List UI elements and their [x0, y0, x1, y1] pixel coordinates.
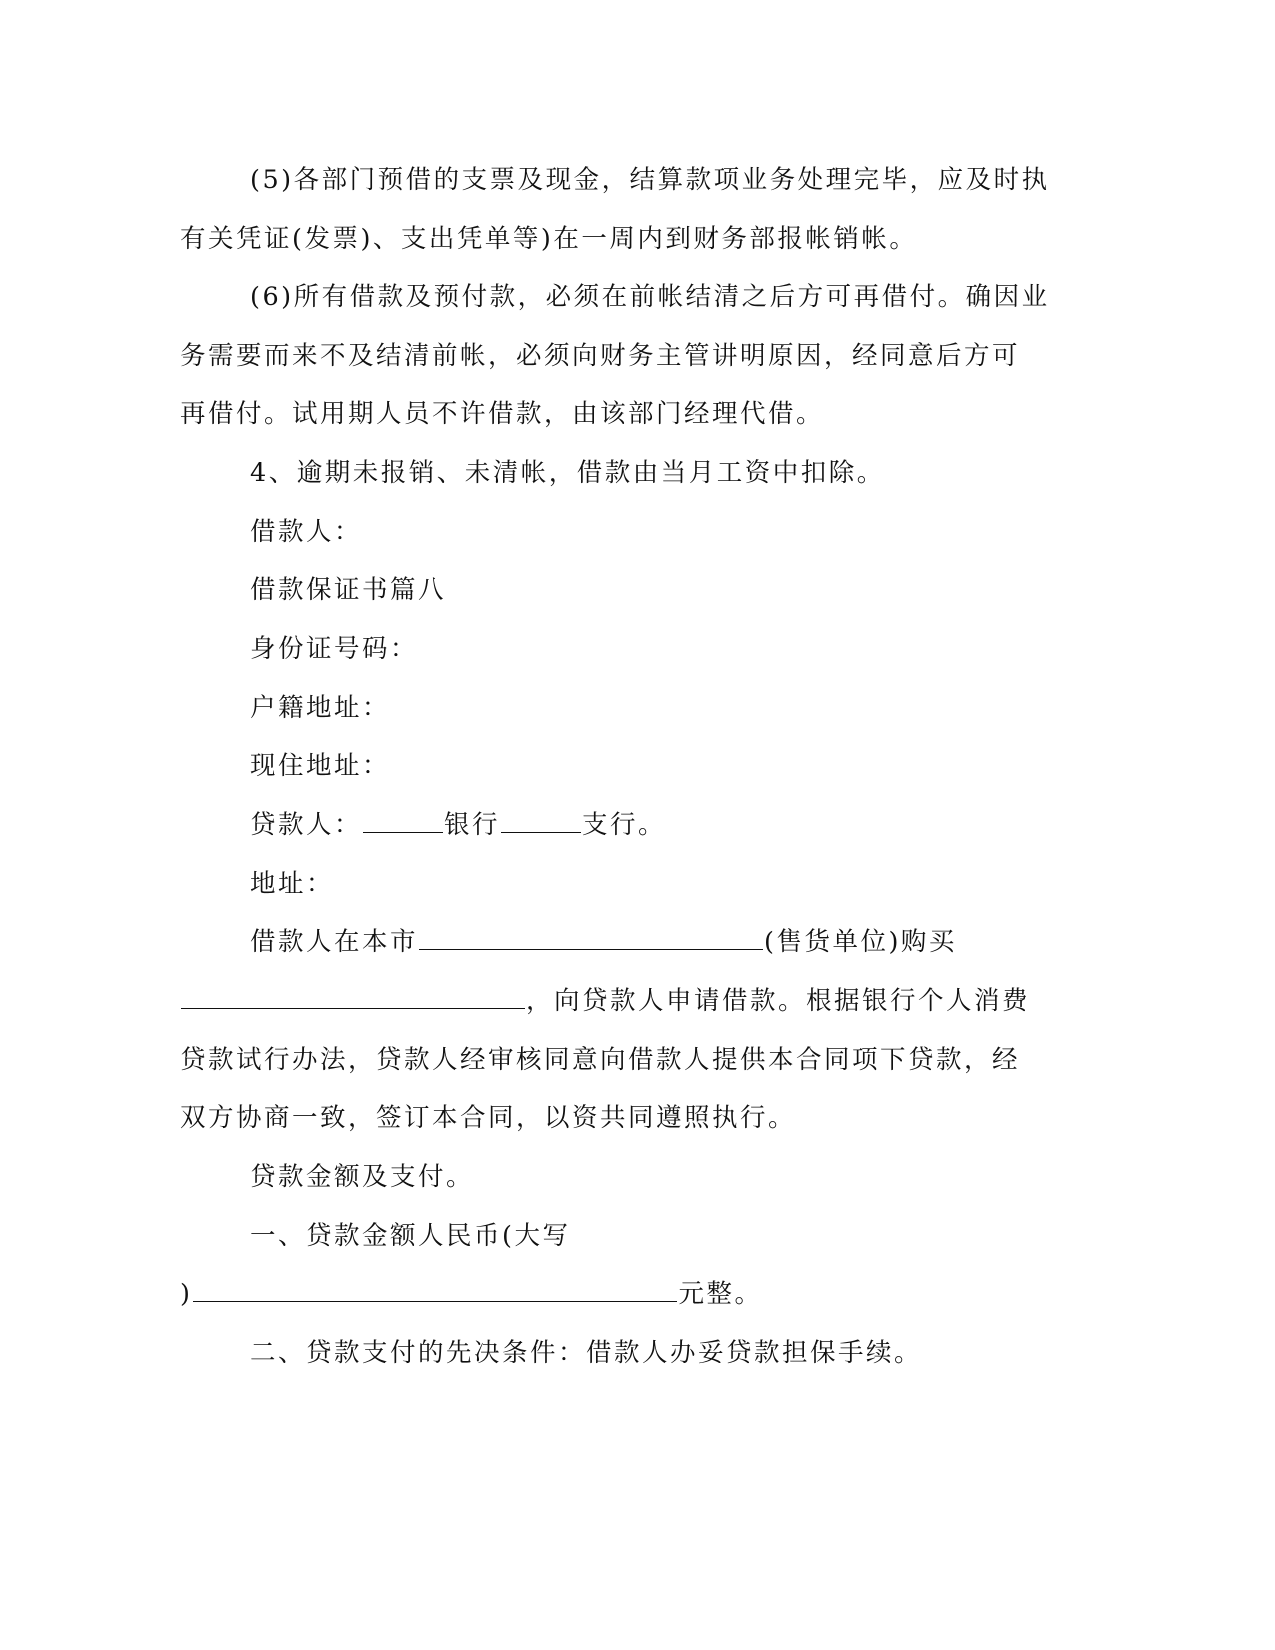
- text: 借款人：: [250, 517, 363, 547]
- paragraph-line: [0, 1333, 1275, 1373]
- blank-underline: [193, 1275, 677, 1302]
- paragraph-line: [0, 394, 1275, 434]
- lender-line: [0, 805, 1275, 845]
- text: ，向贷款人申请借款。根据银行个人消费: [526, 986, 1031, 1016]
- text: (售货单位)购买: [764, 927, 957, 957]
- text: (6)所有借款及预付款，必须在前帐结清之后方可再借付。确因业: [250, 282, 1050, 312]
- text: 地址：: [250, 869, 335, 899]
- text: 贷款金额及支付。: [250, 1162, 475, 1192]
- borrower-label: [0, 512, 1275, 552]
- id-number-label: [0, 629, 1275, 669]
- text: 双方协商一致，签订本合同，以资共同遵照执行。: [180, 1103, 797, 1133]
- blank-underline: [181, 982, 525, 1009]
- text: 户籍地址：: [250, 693, 391, 723]
- text: (5)各部门预借的支票及现金，结算款项业务处理完毕，应及时执: [250, 165, 1050, 195]
- paragraph-line: [0, 219, 1275, 259]
- paragraph-line: [0, 160, 1275, 200]
- paragraph-line: [0, 453, 1275, 493]
- paragraph-line: [0, 1040, 1275, 1080]
- text: 现住地址：: [250, 751, 391, 781]
- text: 借款人在本市: [250, 927, 419, 957]
- paragraph-line: [0, 981, 1275, 1021]
- paragraph-line: [0, 1274, 1275, 1314]
- blank-underline: [419, 923, 763, 950]
- text: 务需要而来不及结清前帐，必须向财务主管讲明原因，经同意后方可: [180, 341, 1021, 371]
- address-label: [0, 864, 1275, 904]
- text: 二、贷款支付的先决条件：借款人办妥贷款担保手续。: [250, 1338, 923, 1368]
- text: 有关凭证(发票)、支出凭单等)在一周内到财务部报帐销帐。: [180, 224, 918, 254]
- text: 身份证号码：: [250, 634, 419, 664]
- current-address-label: [0, 746, 1275, 786]
- text: 支行。: [582, 810, 667, 840]
- text: 贷款人：: [250, 810, 363, 840]
- paragraph-line: [0, 922, 1275, 962]
- text: 贷款试行办法，贷款人经审核同意向借款人提供本合同项下贷款，经: [180, 1045, 1021, 1075]
- blank-underline: [501, 806, 581, 833]
- text: 借款保证书篇八: [250, 575, 447, 605]
- household-address-label: [0, 688, 1275, 728]
- text: ): [180, 1279, 193, 1309]
- paragraph-line: [0, 277, 1275, 317]
- text: 4、逾期未报销、未清帐，借款由当月工资中扣除。: [250, 458, 885, 488]
- blank-underline: [363, 806, 443, 833]
- section-title: [0, 570, 1275, 610]
- text: 银行: [444, 810, 501, 840]
- paragraph-line: [0, 336, 1275, 376]
- text: 元整。: [678, 1279, 763, 1309]
- paragraph-line: [0, 1098, 1275, 1138]
- paragraph-line: [0, 1216, 1275, 1256]
- section-heading: [0, 1157, 1275, 1197]
- text: 再借付。试用期人员不许借款，由该部门经理代借。: [180, 399, 825, 429]
- text: 一、贷款金额人民币(大写: [250, 1221, 571, 1251]
